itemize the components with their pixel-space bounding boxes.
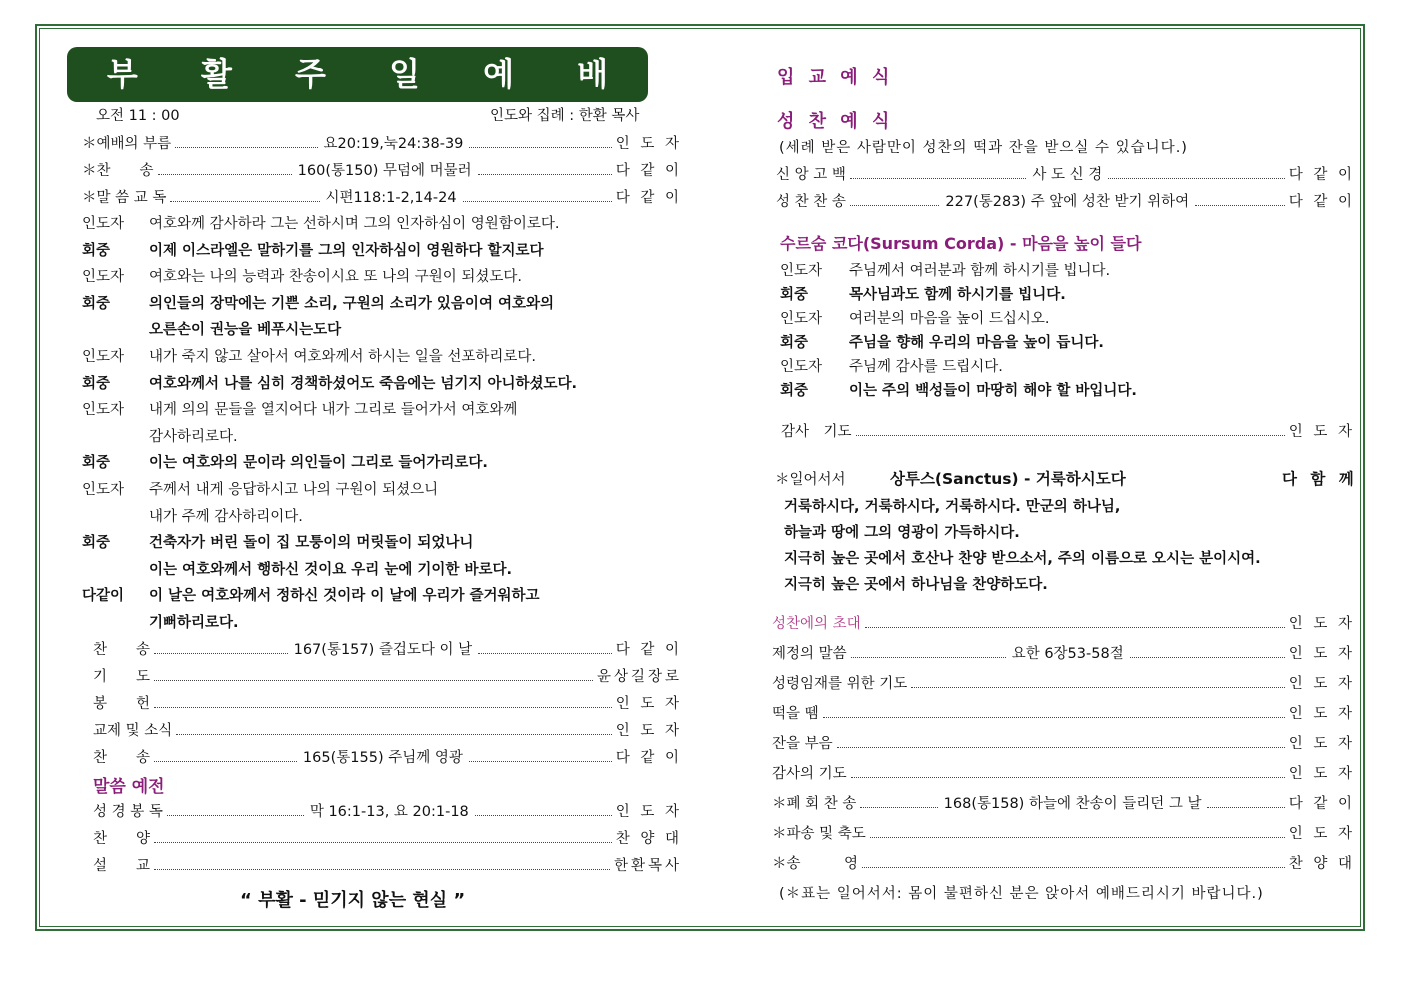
- dialogue-text: 오른손이 권능을 베푸시는도다: [149, 322, 342, 339]
- dot-leader: [1207, 807, 1284, 808]
- row-responsible: 인 도 자: [1288, 424, 1355, 440]
- order-row: [772, 734, 1355, 754]
- dot-leader: [176, 734, 611, 735]
- row-responsible: 인 도 자: [1288, 676, 1355, 692]
- row-label: 신 앙 고 백: [776, 167, 846, 183]
- row-label: ＊송 영: [772, 856, 859, 872]
- dialogue-text: 내가 죽지 않고 살아서 여호와께서 하시는 일을 선포하리로다.: [149, 349, 537, 365]
- row-responsible: 인 도 자: [1288, 706, 1355, 722]
- dialogue-text: 의인들의 장막에는 기쁜 소리, 구원의 소리가 있음이여 여호와의: [149, 295, 555, 312]
- row-responsible: 인 도 자: [615, 696, 682, 712]
- dialogue-text: 주님을 향해 우리의 마음을 높이 듭니다.: [849, 335, 1104, 351]
- row-responsible: 다 같 이: [615, 190, 682, 206]
- row-content: 시편118:1-2,14-24: [325, 190, 457, 206]
- dialogue-text: 여러분의 마음을 높이 드십시오.: [849, 311, 1050, 327]
- dialogue-text: 이제 이스라엘은 말하기를 그의 인자하심이 영원하다 할지로다: [149, 242, 544, 259]
- sanctus-stand: ＊일어서서: [775, 472, 846, 488]
- order-row: [772, 614, 1355, 634]
- row-responsible: 인 도 자: [1288, 766, 1355, 782]
- dialogue-text: 내가 주께 감사하리이다.: [149, 508, 303, 525]
- row-responsible: 인 도 자: [1288, 736, 1355, 752]
- eucharist-heading: 성 찬 예 식: [777, 111, 894, 132]
- speaker-label: 회중: [780, 287, 809, 303]
- sermon-title: “ 부활 - 믿기지 않는 현실 ”: [240, 890, 466, 911]
- dot-leader: [856, 435, 1285, 436]
- speaker-label: 회중: [82, 455, 111, 472]
- row-responsible: 다 같 이: [1288, 796, 1355, 812]
- dialogue-text: 이는 여호와께서 행하신 것이요 우리 눈에 기이한 바로다.: [149, 561, 513, 578]
- sanctus-title: 상투스(Sanctus) - 거룩하시도다: [890, 470, 1126, 488]
- dot-leader: [475, 815, 612, 816]
- row-label: 봉 헌: [93, 696, 151, 712]
- speaker-label: 인도자: [780, 311, 823, 327]
- order-row: [781, 422, 1355, 442]
- row-content: 227(통283) 주 앞에 성찬 받기 위하여: [945, 194, 1190, 210]
- service-title: 부 활 주 일 예 배: [67, 47, 648, 102]
- speaker-label: 인도자: [82, 216, 125, 232]
- row-label: ＊파송 및 축도: [772, 826, 866, 842]
- order-row: [93, 829, 682, 849]
- sanctus-line: 거룩하시다, 거룩하시다, 거룩하시다. 만군의 하나님,: [784, 499, 1121, 515]
- speaker-label: 회중: [780, 335, 809, 351]
- dot-leader: [158, 174, 292, 175]
- order-row: [772, 824, 1355, 844]
- row-label: 성 찬 찬 송: [776, 194, 846, 210]
- row-label: 찬 송: [93, 750, 151, 766]
- row-label: 잔을 부음: [772, 736, 833, 752]
- dialogue-text: 기뻐하리로다.: [149, 615, 239, 631]
- speaker-label: 인도자: [780, 263, 823, 279]
- row-responsible: 인 도 자: [1288, 646, 1355, 662]
- dot-leader: [469, 761, 612, 762]
- row-label: ＊예배의 부름: [82, 136, 172, 152]
- dot-leader: [870, 837, 1285, 838]
- sanctus-line: 지극히 높은 곳에서 하나님을 찬양하도다.: [784, 577, 1048, 593]
- row-label: 성 경 봉 독: [93, 804, 163, 820]
- order-row: [772, 794, 1355, 814]
- row-responsible: 인 도 자: [615, 136, 683, 152]
- row-label: 성찬에의 초대: [772, 616, 861, 632]
- order-row: [772, 644, 1355, 664]
- dialogue-text: 여호와께서 나를 심히 경책하셨어도 죽음에는 넘기지 아니하셨도다.: [149, 375, 577, 392]
- row-label: 설 교: [93, 858, 151, 874]
- order-row: [93, 721, 682, 741]
- dot-leader: [167, 815, 304, 816]
- word-section-heading: 말씀 예전: [93, 777, 165, 797]
- row-content: 167(통157) 즐겁도다 이 날: [293, 642, 473, 658]
- entrance-heading: 입 교 예 식: [777, 67, 894, 88]
- row-label: ＊찬 송: [82, 163, 154, 179]
- speaker-label: 인도자: [780, 359, 823, 375]
- dialogue-text: 여호와는 나의 능력과 찬송이시요 또 나의 구원이 되셨도다.: [149, 269, 523, 286]
- dialogue-text: 목사님과도 함께 하시기를 빕니다.: [849, 287, 1066, 303]
- dot-leader: [862, 867, 1285, 868]
- row-label: 기 도: [93, 669, 151, 685]
- service-leader: 인도와 집례 : 한환 목사: [490, 108, 640, 124]
- row-responsible: 다 같 이: [615, 642, 682, 658]
- order-row: [772, 704, 1355, 724]
- dot-leader: [463, 201, 612, 202]
- row-responsible: 다 같 이: [1288, 167, 1355, 183]
- order-row: [93, 856, 682, 876]
- sanctus-line: 지극히 높은 곳에서 호산나 찬양 받으소서, 주의 이름으로 오시는 분이시여.: [784, 551, 1261, 567]
- speaker-label: 회중: [82, 242, 111, 259]
- dot-leader: [154, 869, 610, 870]
- row-label: 성령임재를 위한 기도: [772, 676, 908, 692]
- dot-leader: [850, 178, 1027, 179]
- dot-leader: [851, 657, 1006, 658]
- dialogue-text: 이는 여호와의 문이라 의인들이 그리로 들어가리로다.: [149, 455, 488, 472]
- row-label: ＊말 씀 교 독: [82, 190, 167, 206]
- dialogue-text: 주님께서 여러분과 함께 하시기를 빕니다.: [849, 263, 1111, 279]
- speaker-label: 회중: [82, 295, 111, 312]
- row-content: 요20:19,눅24:38-39: [323, 136, 464, 152]
- speaker-label: 다같이: [82, 588, 125, 605]
- row-responsible: 찬 양 대: [615, 831, 682, 847]
- dialogue-text: 여호와께 감사하라 그는 선하시며 그의 인자하심이 영원함이로다.: [149, 216, 560, 232]
- row-label: 떡을 뗌: [772, 706, 819, 722]
- order-row: [772, 854, 1355, 874]
- speaker-label: 회중: [82, 535, 111, 552]
- dialogue-text: 주님께 감사를 드립시다.: [849, 359, 1003, 375]
- dot-leader: [1108, 178, 1285, 179]
- row-label: 감사 기도: [781, 424, 852, 440]
- dot-leader: [154, 842, 612, 843]
- dot-leader: [860, 807, 937, 808]
- row-label: 찬 양: [93, 831, 151, 847]
- order-row: [93, 694, 682, 714]
- row-responsible: 다 같 이: [615, 750, 683, 766]
- dialogue-text: 이 날은 여호와께서 정하신 것이라 이 날에 우리가 즐거워하고: [149, 588, 540, 605]
- dialogue-text: 건축자가 버린 돌이 집 모퉁이의 머릿돌이 되었나니: [149, 535, 474, 552]
- order-row: [82, 188, 682, 208]
- order-row: [82, 134, 682, 154]
- row-content: 168(통158) 하늘에 찬송이 들리던 그 날: [943, 796, 1202, 812]
- row-responsible: 인 도 자: [1288, 826, 1355, 842]
- order-row: [82, 161, 682, 181]
- row-label: 교제 및 소식: [93, 723, 173, 739]
- dot-leader: [478, 174, 612, 175]
- row-content: 막 16:1-13, 요 20:1-18: [309, 804, 469, 820]
- dialogue-text: 내게 의의 문들을 열지어다 내가 그리로 들어가서 여호와께: [149, 402, 518, 419]
- row-responsible: 찬 양 대: [1288, 856, 1355, 872]
- order-row: [93, 802, 682, 822]
- row-responsible: 다 같 이: [1288, 194, 1355, 210]
- order-row: [776, 192, 1355, 212]
- dot-leader: [837, 747, 1285, 748]
- row-responsible: 다 같 이: [615, 163, 683, 179]
- dot-leader: [154, 761, 297, 762]
- row-label: 감사의 기도: [772, 766, 847, 782]
- row-responsible: 인 도 자: [1288, 616, 1355, 632]
- row-responsible: 윤상길장로: [596, 669, 682, 685]
- row-responsible: 한환목사: [613, 858, 682, 874]
- row-label: 제정의 말씀: [772, 646, 847, 662]
- row-content: 사 도 신 경: [1032, 167, 1103, 183]
- order-row: [772, 674, 1355, 694]
- dot-leader: [851, 777, 1285, 778]
- dot-leader: [170, 201, 319, 202]
- row-label: 찬 송: [93, 642, 151, 658]
- speaker-label: 회중: [780, 383, 809, 399]
- dot-leader: [823, 717, 1285, 718]
- row-content: 160(통150) 무덤에 머물러: [297, 163, 472, 179]
- dot-leader: [850, 205, 940, 206]
- dot-leader: [469, 147, 611, 148]
- speaker-label: 인도자: [82, 482, 125, 498]
- sanctus-right: 다 함 께: [1282, 470, 1358, 488]
- speaker-label: 인도자: [82, 269, 125, 286]
- speaker-label: 인도자: [82, 349, 125, 365]
- dialogue-text: 이는 주의 백성들이 마땅히 해야 할 바입니다.: [849, 383, 1137, 399]
- sanctus-line: 하늘과 땅에 그의 영광이 가득하시다.: [784, 525, 1020, 541]
- order-row: [93, 748, 682, 768]
- row-responsible: 인 도 자: [615, 723, 682, 739]
- order-row: [772, 764, 1355, 784]
- dot-leader: [911, 687, 1284, 688]
- dot-leader: [154, 707, 612, 708]
- dialogue-text: 주께서 내게 응답하시고 나의 구원이 되셨으니: [149, 482, 439, 498]
- speaker-label: 인도자: [82, 402, 125, 419]
- dialogue-text: 감사하리로다.: [149, 428, 238, 445]
- dot-leader: [1130, 657, 1285, 658]
- dot-leader: [154, 653, 288, 654]
- order-row: [93, 667, 682, 687]
- row-responsible: 인 도 자: [615, 804, 682, 820]
- dot-leader: [175, 147, 317, 148]
- row-label: ＊폐 회 찬 송: [772, 796, 857, 812]
- dot-leader: [478, 653, 612, 654]
- dot-leader: [1195, 205, 1285, 206]
- order-row: [93, 640, 682, 660]
- footnote: (＊표는 일어서서: 몸이 불편하신 분은 앉아서 예배드리시기 바랍니다.): [779, 886, 1264, 902]
- row-content: 요한 6장53-58절: [1011, 646, 1124, 662]
- row-content: 165(통155) 주님께 영광: [302, 750, 463, 766]
- dot-leader: [154, 680, 593, 681]
- eucharist-note: (세례 받은 사람만이 성찬의 떡과 잔을 받으실 수 있습니다.): [779, 140, 1188, 156]
- service-time: 오전 11 : 00: [96, 108, 180, 124]
- dot-leader: [865, 627, 1285, 628]
- speaker-label: 회중: [82, 375, 111, 392]
- sursum-heading: 수르숨 코다(Sursum Corda) - 마음을 높이 들다: [780, 234, 1142, 253]
- order-row: [776, 165, 1355, 185]
